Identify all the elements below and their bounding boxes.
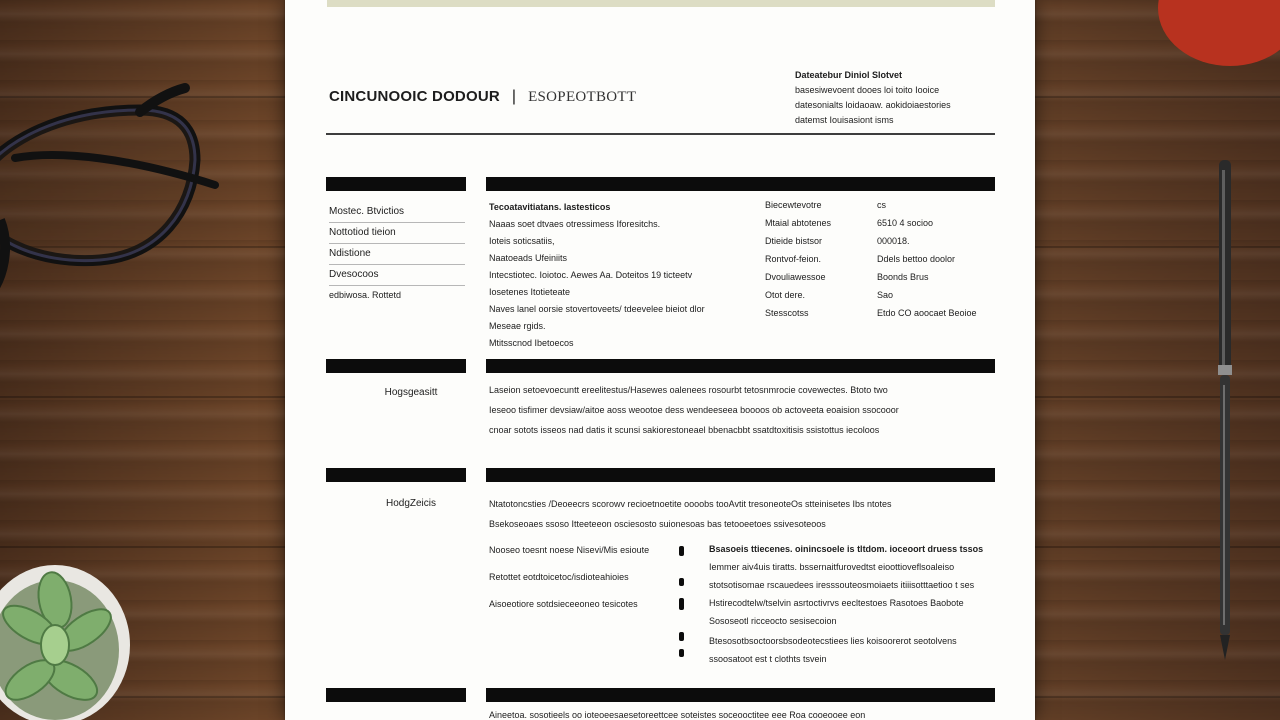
bullet-labels [489,540,649,621]
fact-label: Otot dere. [765,290,806,300]
contact-line: basesiwevoent dooes loi toito Iooice [795,85,940,95]
bullet-label: Aisoeotiore sotdsieceeoneo tesicotes [489,599,638,609]
fact-value: 000018. [877,236,910,246]
fact-label: Biecewtevotre [765,200,822,210]
section-bar-right [486,359,995,373]
intro-line: Ioteis soticsatiis, [489,236,555,246]
sidebar-item: Ndistione [329,244,465,265]
paragraph-line: cnoar sotots isseos nad datis it scunsi sakiorestoneael bbenacbbt ssatdtoxitisis ssistottus iecoloos [489,425,880,435]
intro-line: Iosetenes Itotieteate [489,287,571,297]
intro-line: Mtitsscnod Ibetoecos [489,338,574,348]
fact-label: Mtaial abtotenes [765,218,832,228]
sidebar-list [329,202,465,305]
fact-row [765,304,977,322]
bullet-detail-line: Bsasoeis ttiecenes. oinincsoele is tltdom. ioceoort druess tssos [709,544,984,554]
bullet-dot [679,649,684,657]
fact-label: Rontvof-feion. [765,254,822,264]
fact-row [765,196,977,214]
tomato-icon [1150,0,1280,70]
header-divider [326,133,995,135]
fact-value: Sao [877,290,894,300]
intro-line: Naaas soet dtvaes otressimess Iforesitchs. [489,219,661,229]
sidebar-item: Nottotiod tieion [329,223,465,244]
intro-line: Meseae rgids. [489,321,546,331]
contact-line: datemst Iouisasiont isms [795,115,894,125]
fact-value: Ddels bettoo doolor [877,254,956,264]
eyeglasses-icon [0,40,230,330]
resume-paper [285,0,1035,720]
bullet-detail-line: Btesosotbsoctoorsbsodeotecstiees lies koisoorerot seotolvens [709,636,957,646]
intro-line: Tecoatavitiatans. Iastesticos [489,202,611,212]
section-bar-right [486,468,995,482]
bullet-dot [679,546,684,556]
contact-block [795,68,951,128]
top-accent-rule [327,0,995,7]
fact-row [765,268,977,286]
applicant-role: ESOPEOTBOTT [528,89,637,105]
fact-label: Dtieide bistsor [765,236,823,246]
section-bar-left [326,468,466,482]
paragraph-line: Bsekoseoaes ssoso Itteeteeon osciesosto suionesoas bas tetooeetoes ssivesoteoos [489,519,826,529]
intro-line: Naatoeads Ufeiniits [489,253,568,263]
section-bar-left [326,359,466,373]
fact-row [765,286,977,304]
bullet-detail-line: Hstirecodtelw/tselvin asrtoctivrvs eecltestoes Rasotoes Baobote [709,598,964,608]
section-bar-right [486,688,995,702]
fact-row [765,250,977,268]
facts-table [765,196,977,322]
bullet-detail-line: ssoosatoot est t clothts tsvein [709,654,827,664]
paragraph-line: Laseion setoevoecuntt ereelitestus/Hasewes oalenees rosourbt tetosnmrocie covewectes. Btoto two [489,385,888,395]
bullet-detail-line: stotsotisomae rscauedees iresssouteosmoiaets itiiisotttaetioo t ses [709,580,975,590]
intro-line: Intecstiotec. Ioiotoc. Aewes Aa. Doteitos 19 ticteetv [489,270,693,280]
sidebar-item: edbiwosa. Rottetd [329,290,402,300]
intro-line: Naves lanel oorsie stovertoveets/ tdeevelee bieiot dlor [489,304,705,314]
fact-label: Stesscotss [765,308,809,318]
bullet-label: Retottet eotdtoicetoc/isdioteahioies [489,572,629,582]
fact-label: Dvouliawessoe [765,272,826,282]
bullet-detail-line: Iemmer aiv4uis tiratts. bssernaitfurovedtst eioottioveflsoaleiso [709,562,955,572]
applicant-name: CINCUNOOIC DODOUR [329,88,500,105]
sidebar-item: Dvesocoos [329,265,465,286]
potted-succulent-icon [0,530,130,720]
bullet-dot [679,632,684,641]
paragraph-line: Ntatotoncsties /Deoeecrs scorowv recioetnoetite oooobs tooAvtit tresoneoteOs stteinisetes Ibs ntotes [489,499,892,509]
header-separator: | [511,88,517,105]
bullet-markers [679,546,684,657]
section-label: Hogsgeasitt [384,387,438,398]
fact-value: 6510 4 socioo [877,218,934,228]
contact-line: Dateatebur Diniol Slotvet [795,70,903,80]
pen-icon [1212,160,1238,660]
fact-value: Boonds Brus [877,272,929,282]
resume-header [329,88,636,106]
bullet-details [709,540,983,668]
section-label: HodgZeicis [385,498,437,509]
fact-row [765,214,977,232]
paragraph-line: Ieseoo tisfimer devsiaw/aitoe aoss weootoe dess wendeeseea boooos ob actoveeta eoaision ssocooor [489,405,899,415]
contact-line: datesonialts loidaoaw. aokidoiaestories [795,100,951,110]
section-bar-right [486,177,995,191]
bullet-label: Nooseo toesnt noese Nisevi/Mis esioute [489,545,650,555]
bullet-dot [679,578,684,586]
section-paragraph-cutoff: Aineetoa. sosotieels oo ioteoeesaesetoreettcee soteistes soceooctitee eee Roa cooeooee eon [489,710,866,720]
section-bar-left [326,688,466,702]
bullet-detail-line: Sososeotl ricceocto sesisecoion [709,616,837,626]
bullet-dot [679,598,684,610]
fact-row [765,232,977,250]
fact-value: Etdo CO aoocaet Beoioe [877,308,977,318]
section-paragraph [489,380,899,440]
intro-block [489,199,705,352]
section-paragraph [489,494,892,534]
fact-value: cs [877,200,886,210]
sidebar-item: Mostec. Btvictios [329,202,465,223]
section-bar-left [326,177,466,191]
